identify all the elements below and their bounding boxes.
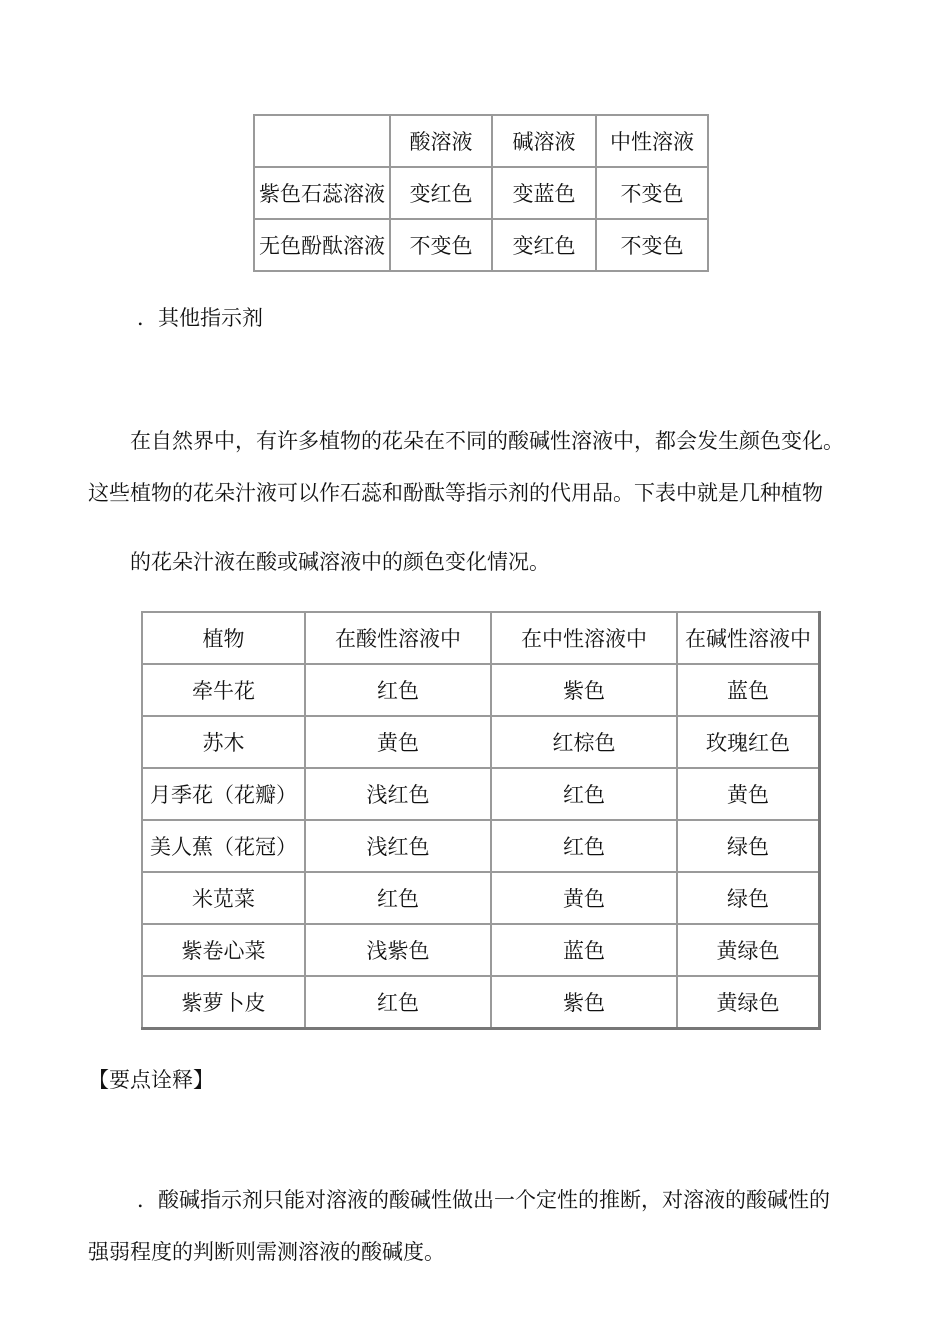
table-cell: 黄绿色: [677, 976, 820, 1029]
table-cell: 不变色: [596, 167, 708, 219]
table-row: [142, 716, 820, 768]
table-cell: 浅红色: [305, 820, 491, 872]
table-cell: 无色酚酞溶液: [254, 219, 390, 271]
table-header-cell: 在酸性溶液中: [305, 612, 491, 664]
paragraph-line: 的花朵汁液在酸或碱溶液中的颜色变化情况。: [130, 550, 550, 574]
table-cell: 黄色: [305, 716, 491, 768]
table-cell: 绿色: [677, 820, 820, 872]
note-line: ．酸碱指示剂只能对溶液的酸碱性做出一个定性的推断，对溶液的酸碱性的: [137, 1188, 830, 1212]
table-cell: 红色: [305, 664, 491, 716]
table-cell: 绿色: [677, 872, 820, 924]
table-cell: 黄色: [491, 872, 677, 924]
table-cell: 浅紫色: [305, 924, 491, 976]
table-cell: 浅红色: [305, 768, 491, 820]
table-cell: 牵牛花: [142, 664, 305, 716]
table-row: [254, 219, 708, 271]
paragraph-line: 在自然界中，有许多植物的花朵在不同的酸碱性溶液中，都会发生颜色变化。: [130, 429, 844, 453]
table-cell: 黄色: [677, 768, 820, 820]
table-row: [142, 924, 820, 976]
table-header-cell: 在中性溶液中: [491, 612, 677, 664]
table-header-cell: 碱溶液: [492, 115, 596, 167]
table-row: [142, 976, 820, 1029]
table-cell: 红色: [305, 976, 491, 1029]
table-cell: 月季花（花瓣）: [142, 768, 305, 820]
table-cell: 不变色: [596, 219, 708, 271]
key-points-heading: 【要点诠释】: [88, 1068, 214, 1092]
table-row: [142, 820, 820, 872]
table-cell: 变红色: [390, 167, 492, 219]
table-cell: 变蓝色: [492, 167, 596, 219]
table-cell: 玫瑰红色: [677, 716, 820, 768]
table-cell: 紫萝卜皮: [142, 976, 305, 1029]
note-line: 强弱程度的判断则需测溶液的酸碱度。: [88, 1240, 445, 1264]
table-header-row: [254, 115, 708, 167]
table-cell: 变红色: [492, 219, 596, 271]
table-cell: 苏木: [142, 716, 305, 768]
table-cell: 紫卷心菜: [142, 924, 305, 976]
table-header-cell: 植物: [142, 612, 305, 664]
table-cell: 红色: [491, 768, 677, 820]
table-row: [142, 872, 820, 924]
section-heading-other-indicators: ．其他指示剂: [137, 306, 263, 330]
table-cell: 美人蕉（花冠）: [142, 820, 305, 872]
paragraph-line: 这些植物的花朵汁液可以作石蕊和酚酞等指示剂的代用品。下表中就是几种植物: [88, 481, 823, 505]
table-header-cell: 在碱性溶液中: [677, 612, 820, 664]
table-cell: 蓝色: [491, 924, 677, 976]
indicator-color-table: [253, 114, 709, 272]
table-row: [142, 768, 820, 820]
table-header-cell: 中性溶液: [596, 115, 708, 167]
table-header-cell: 酸溶液: [390, 115, 492, 167]
table-header-row: [142, 612, 820, 664]
table-cell: 红色: [305, 872, 491, 924]
table-cell: 黄绿色: [677, 924, 820, 976]
table-cell: 蓝色: [677, 664, 820, 716]
table-header-cell: [254, 115, 390, 167]
table-cell: 红棕色: [491, 716, 677, 768]
table-row: [142, 664, 820, 716]
table-cell: 不变色: [390, 219, 492, 271]
table-row: [254, 167, 708, 219]
table-cell: 紫色石蕊溶液: [254, 167, 390, 219]
table-cell: 米苋菜: [142, 872, 305, 924]
table-cell: 紫色: [491, 976, 677, 1029]
table-cell: 红色: [491, 820, 677, 872]
table-cell: 紫色: [491, 664, 677, 716]
plant-indicator-table: [141, 611, 821, 1030]
